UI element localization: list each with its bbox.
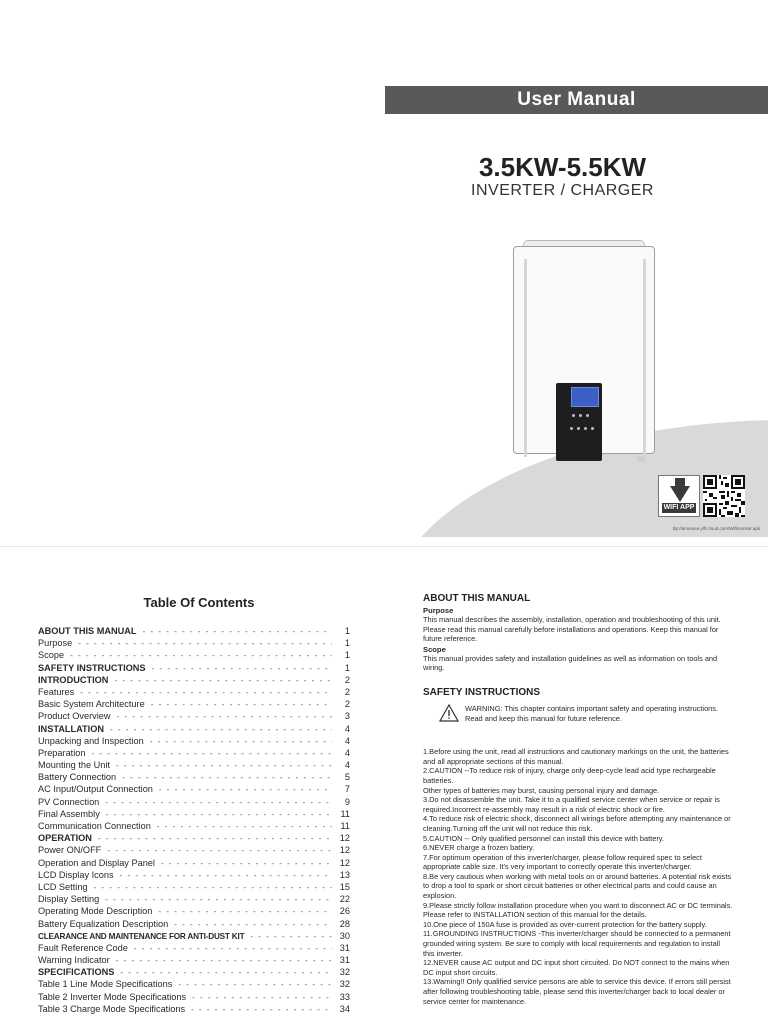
toc-entry-page: 4 bbox=[344, 723, 350, 734]
warning-triangle-icon bbox=[439, 704, 459, 722]
toc-entry-page: 11 bbox=[340, 808, 350, 819]
toc-dot-leader bbox=[94, 882, 332, 894]
toc-entry-label: Table 1 Line Mode Specifications bbox=[38, 979, 173, 990]
toc-dot-leader bbox=[92, 748, 333, 760]
toc-dot-leader bbox=[117, 711, 332, 723]
toc-entry-page: 31 bbox=[339, 942, 350, 953]
toc-dot-leader bbox=[192, 992, 332, 1004]
toc-entry-label: CLEARANCE AND MAINTENANCE FOR ANTI-DUST KIT bbox=[38, 931, 245, 941]
toc-entry-label: Preparation bbox=[38, 747, 86, 758]
toc-entry[interactable] bbox=[38, 991, 350, 1003]
manual-spread-page bbox=[0, 546, 768, 1024]
toc-entry[interactable] bbox=[38, 844, 350, 856]
toc-entry[interactable] bbox=[38, 1003, 350, 1015]
toc-entry-label: Battery Connection bbox=[38, 772, 117, 783]
toc-dot-leader bbox=[250, 931, 332, 943]
qr-code-icon bbox=[703, 475, 745, 517]
toc-entry-page: 1 bbox=[344, 638, 350, 649]
toc-entry-page: 3 bbox=[344, 711, 350, 722]
toc-dot-leader bbox=[161, 858, 332, 870]
table-of-contents bbox=[38, 595, 350, 1015]
toc-dot-leader bbox=[120, 870, 332, 882]
toc-dot-leader bbox=[143, 626, 332, 638]
toc-entry-page: 1 bbox=[344, 662, 350, 673]
toc-entry-label: Features bbox=[38, 686, 75, 697]
safety-rule: 10.One piece of 150A fuse is provided as over-current protection for the battery supply. bbox=[423, 919, 707, 929]
toc-entry-label: Table 3 Charge Mode Specifications bbox=[38, 1003, 186, 1014]
toc-title: Table Of Contents bbox=[143, 595, 255, 610]
toc-entry[interactable] bbox=[38, 759, 350, 771]
toc-entry-page: 1 bbox=[344, 650, 350, 661]
model-subtitle: INVERTER / CHARGER bbox=[471, 182, 654, 199]
toc-entry[interactable] bbox=[38, 881, 350, 893]
scope-text: This manual provides safety and installation guidelines as well as information on tools and wiring. bbox=[423, 653, 718, 673]
toc-entry-label: INSTALLATION bbox=[38, 723, 105, 734]
toc-entry[interactable] bbox=[38, 918, 350, 930]
toc-entry-label: PV Connection bbox=[38, 796, 100, 807]
toc-entry[interactable] bbox=[38, 674, 350, 686]
safety-heading: SAFETY INSTRUCTIONS bbox=[423, 686, 541, 698]
toc-dot-leader bbox=[116, 955, 332, 967]
toc-dot-leader bbox=[105, 797, 332, 809]
toc-entry-page: 26 bbox=[339, 906, 350, 917]
toc-entry[interactable] bbox=[38, 796, 350, 808]
device-led-indicator bbox=[572, 414, 575, 417]
device-left-stripe bbox=[524, 259, 527, 457]
toc-dot-leader bbox=[150, 736, 332, 748]
wifi-app-download-badge bbox=[658, 475, 700, 517]
toc-entry[interactable] bbox=[38, 954, 350, 966]
toc-entry[interactable] bbox=[38, 735, 350, 747]
toc-entry-label: Power ON/OFF bbox=[38, 845, 102, 856]
download-arrow-stem bbox=[675, 478, 685, 486]
safety-rule: 1.Before using the unit, read all instructions and cautionary markings on the unit, the batteries and all appropriate sections of this manual. bbox=[423, 747, 729, 766]
toc-entry-page: 33 bbox=[339, 991, 350, 1002]
toc-entry-page: 5 bbox=[344, 772, 350, 783]
toc-dot-leader bbox=[134, 943, 332, 955]
toc-entry-label: ABOUT THIS MANUAL bbox=[38, 626, 137, 636]
toc-entry[interactable] bbox=[38, 869, 350, 881]
toc-entry[interactable] bbox=[38, 771, 350, 783]
toc-entry-label: Communication Connection bbox=[38, 821, 151, 831]
toc-entry[interactable] bbox=[38, 905, 350, 917]
toc-entry-label: Product Overview bbox=[38, 711, 111, 722]
toc-entry-page: 12 bbox=[339, 845, 350, 856]
toc-entry-label: Mounting the Unit bbox=[38, 760, 111, 771]
toc-dot-leader bbox=[158, 906, 332, 918]
safety-rule: 3.Do not disassemble the unit. Take it to a qualified service center when service or repair is required.Incorrect re-assembly may result in a risk of electric shock or fire. bbox=[423, 795, 720, 814]
device-right-stripe bbox=[643, 259, 646, 457]
safety-rule: 6.NEVER charge a frozen battery. bbox=[423, 843, 535, 853]
toc-entry-page: 34 bbox=[339, 1003, 350, 1014]
toc-entry-label: Display Setting bbox=[38, 894, 100, 905]
toc-entry-page: 30 bbox=[339, 930, 350, 941]
purpose-heading: Purpose bbox=[423, 606, 454, 615]
toc-entry[interactable] bbox=[38, 966, 350, 978]
toc-entry-page: 9 bbox=[344, 796, 350, 807]
model-title: 3.5KW-5.5KW bbox=[478, 152, 647, 182]
toc-entry-label: SPECIFICATIONS bbox=[38, 967, 115, 978]
toc-entry[interactable] bbox=[38, 637, 350, 649]
toc-entry-page: 28 bbox=[339, 918, 350, 929]
toc-entry[interactable] bbox=[38, 808, 350, 820]
toc-entry[interactable] bbox=[38, 820, 350, 832]
toc-entry-page: 7 bbox=[344, 784, 350, 795]
toc-entry-label: Table 2 Inverter Mode Specifications bbox=[38, 991, 187, 1002]
toc-entry-page: 4 bbox=[344, 760, 350, 771]
safety-rule: 11.GROUNDING INSTRUCTIONS -This inverter/charger should be connected to a permanent grounded wiring system. Be sure to comply with local requirements and regulation to install this inverter. bbox=[423, 929, 731, 958]
toc-entry-label: Warning Indicator bbox=[38, 955, 110, 966]
toc-entry[interactable] bbox=[38, 710, 350, 722]
toc-dot-leader bbox=[152, 663, 332, 675]
toc-entry-label: LCD Setting bbox=[38, 881, 88, 892]
toc-entry[interactable] bbox=[38, 930, 350, 942]
device-control-panel bbox=[556, 383, 602, 461]
toc-entry[interactable] bbox=[38, 686, 350, 698]
toc-entry[interactable] bbox=[38, 893, 350, 905]
toc-entry-page: 1 bbox=[344, 626, 350, 636]
toc-entry-label: Unpacking and Inspection bbox=[38, 735, 144, 746]
safety-rule: 4.To reduce risk of electric shock, disconnect all wirings before attempting any maintenance or cleaning.Turning off the unit will not reduce this risk. bbox=[423, 814, 731, 833]
toc-entry[interactable] bbox=[38, 832, 350, 844]
toc-entry[interactable] bbox=[38, 747, 350, 759]
about-this-manual-section bbox=[423, 593, 733, 1006]
toc-entry[interactable] bbox=[38, 723, 350, 735]
safety-rule: 5.CAUTION -- Only qualified personnel can install this device with battery. bbox=[423, 833, 664, 843]
toc-dot-leader bbox=[114, 675, 332, 687]
toc-dot-leader bbox=[116, 760, 332, 772]
toc-entry-page: 22 bbox=[339, 894, 350, 905]
safety-rule: Other types of batteries may burst, causing personal injury and damage. bbox=[423, 785, 660, 795]
toc-entry-label: Basic System Architecture bbox=[38, 699, 145, 710]
purpose-text: This manual describes the assembly, installation, operation and troubleshooting of this unit. Please read this manual carefully before installations and operations. Keep this manual for future reference. bbox=[423, 615, 721, 644]
safety-rule: 12.NEVER cause AC output and DC input short circuited. Do NOT connect to the mains when DC input short circuits. bbox=[423, 958, 730, 977]
inverter-product-image bbox=[513, 240, 655, 458]
toc-entry-page: 11 bbox=[340, 821, 350, 831]
toc-dot-leader bbox=[98, 833, 332, 845]
wifi-app-label: WIFI APP bbox=[663, 504, 695, 511]
device-body bbox=[513, 246, 655, 454]
toc-entry-page: 4 bbox=[344, 747, 350, 758]
toc-dot-leader bbox=[157, 821, 332, 833]
toc-entry-label: Battery Equalization Description bbox=[38, 918, 169, 929]
toc-entry[interactable] bbox=[38, 625, 350, 637]
toc-entry[interactable] bbox=[38, 649, 350, 661]
warning-block bbox=[439, 704, 733, 723]
safety-rule: 8.Be very cautious when working with metal tools on or around batteries. A potential risk exists to drop a tool to spark or short circuit batteries or other electrical parts and could cause an explosion. bbox=[423, 871, 732, 901]
toc-entry-page: 4 bbox=[344, 735, 350, 746]
toc-entry-label: Scope bbox=[38, 650, 65, 661]
toc-entry[interactable] bbox=[38, 698, 350, 710]
device-button bbox=[584, 427, 587, 430]
device-bottom-tab bbox=[637, 456, 645, 462]
app-download-url: ttp://amurase.ylfr.cloud.com/Wifimonitor.apk bbox=[672, 526, 760, 531]
device-button bbox=[577, 427, 580, 430]
toc-entry-page: 2 bbox=[344, 699, 350, 710]
toc-entry-page: 2 bbox=[344, 686, 350, 697]
toc-entry[interactable] bbox=[38, 978, 350, 990]
toc-entry-page: 32 bbox=[339, 979, 350, 990]
toc-dot-leader bbox=[159, 784, 332, 796]
toc-dot-leader bbox=[174, 919, 332, 931]
toc-entry-page: 12 bbox=[339, 833, 350, 844]
warning-text: WARNING: This chapter contains important safety and operating instructions. Read and keep this manual for future reference. bbox=[465, 703, 719, 723]
safety-rule: 9.Please strictly follow installation procedure when you want to disconnect AC or DC terminals. Please refer to INSTALLATION section of this manual for the details. bbox=[423, 900, 733, 920]
toc-entry-label: Operating Mode Description bbox=[38, 906, 153, 917]
safety-rule: 2.CAUTION --To reduce risk of injury, charge only deep-cycle lead acid type rechargeable batteries. bbox=[423, 766, 716, 785]
toc-entry[interactable] bbox=[38, 662, 350, 674]
toc-entry-page: 13 bbox=[339, 869, 350, 880]
device-button bbox=[591, 427, 594, 430]
safety-rule: 13.Warning!! Only qualified service persons are able to service this device. If errors still persist after following troubleshooting table, please send this inverter/charger back to local dealer or service center for maintenance. bbox=[423, 977, 731, 1006]
toc-entry-page: 32 bbox=[339, 967, 350, 978]
toc-entry-page: 12 bbox=[339, 857, 350, 868]
device-led-indicator bbox=[579, 414, 582, 417]
toc-dot-leader bbox=[122, 772, 332, 784]
toc-entry-label: Operation and Display Panel bbox=[38, 857, 155, 868]
toc-entry-label: Fault Reference Code bbox=[38, 942, 128, 953]
toc-entry[interactable] bbox=[38, 942, 350, 954]
device-button bbox=[570, 427, 573, 430]
toc-entry-page: 2 bbox=[344, 674, 350, 685]
device-led-indicator bbox=[586, 414, 589, 417]
device-lcd-screen bbox=[571, 387, 599, 407]
safety-rules-list bbox=[423, 747, 733, 1006]
toc-dot-leader bbox=[78, 638, 332, 650]
user-manual-title-bar: User Manual bbox=[385, 86, 768, 114]
toc-entry-label: LCD Display Icons bbox=[38, 869, 114, 880]
toc-list bbox=[38, 625, 350, 1015]
toc-entry-label: OPERATION bbox=[38, 833, 92, 844]
download-arrow-icon bbox=[670, 486, 690, 502]
toc-entry-page: 31 bbox=[339, 955, 350, 966]
toc-entry[interactable] bbox=[38, 783, 350, 795]
toc-entry[interactable] bbox=[38, 857, 350, 869]
toc-dot-leader bbox=[151, 699, 332, 711]
safety-rule: 7.For optimum operation of this inverter/charger, please follow required spec to select appropriate cable size. It's very important to correctly operate this inverter/charger. bbox=[423, 852, 702, 872]
toc-entry-page: 15 bbox=[339, 881, 350, 892]
toc-entry-label: SAFETY INSTRUCTIONS bbox=[38, 662, 146, 673]
about-heading: ABOUT THIS MANUAL bbox=[423, 593, 531, 604]
toc-dot-leader bbox=[178, 979, 332, 991]
toc-entry-label: Final Assembly bbox=[38, 808, 100, 819]
scope-heading: Scope bbox=[423, 644, 446, 654]
toc-dot-leader bbox=[191, 1004, 332, 1016]
toc-entry-label: Purpose bbox=[38, 638, 73, 649]
toc-entry-label: AC Input/Output Connection bbox=[38, 784, 153, 795]
toc-entry-label: INTRODUCTION bbox=[38, 674, 109, 685]
